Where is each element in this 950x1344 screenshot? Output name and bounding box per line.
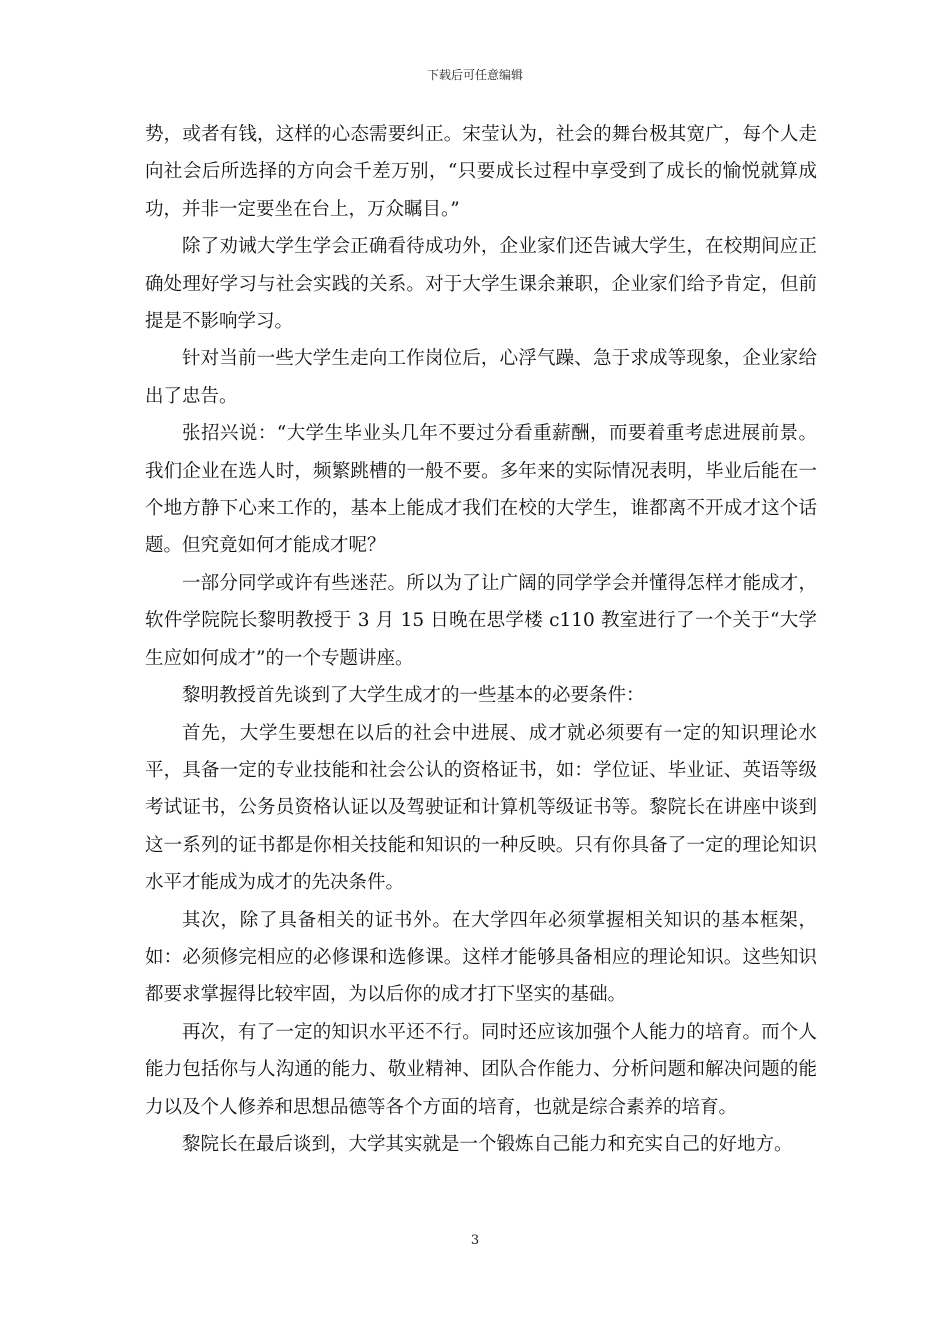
paragraph: 黎院长在最后谈到，大学其实就是一个锻炼自己能力和充实自己的好地方。: [182, 1133, 793, 1155]
paragraph: 势，或者有钱，这样的心态需要纠正。宋莹认为，社会的舞台极其宽广，每个人走向社会后所选择的方向会千差万别，“只要成长过程中享受到了成长的愉悦就算成功，并非一定要坐在台上，万众瞩目。”: [145, 124, 817, 220]
paragraph: 再次，有了一定的知识水平还不行。同时还应该加强个人能力的培育。而个人能力包括你与人沟通的能力、敬业精神、团队合作能力、分析问题和解决问题的能力以及个人修养和思想品德等各个方面的培育，也就是综合素养的培育。: [145, 1021, 817, 1118]
page-header: 下载后可任意编辑: [426, 68, 523, 82]
paragraph: 一部分同学或许有些迷茫。所以为了让广阔的同学学会并懂得怎样才能成才，软件学院院长黎明教授于 3 月 15 日晚在思学楼 c110 教室进行了一个关于“大学生应如何成才”的一个专题讲座。: [145, 572, 817, 669]
document-body: [145, 116, 817, 1163]
page-number: 3: [470, 1233, 480, 1248]
paragraph: 针对当前一些大学生走向工作岗位后，心浮气躁、急于求成等现象，企业家给出了忠告。: [145, 348, 817, 407]
paragraph: 除了劝诫大学生学会正确看待成功外，企业家们还告诫大学生，在校期间应正确处理好学习与社会实践的关系。对于大学生课余兼职，企业家们给予肯定，但前提是不影响学习。: [145, 236, 817, 333]
paragraph: 其次，除了具备相关的证书外。在大学四年必须掌握相关知识的基本框架，如：必须修完相应的必修课和选修课。这样才能够具备相应的理论知识。这些知识都要求掌握得比较牢固，为以后你的成才打下坚实的基础。: [145, 909, 817, 1006]
paragraph: 首先，大学生要想在以后的社会中进展、成才就必须要有一定的知识理论水平，具备一定的专业技能和社会公认的资格证书，如：学位证、毕业证、英语等级考试证书，公务员资格认证以及驾驶证和计算机等级证书等。黎院长在讲座中谈到这一系列的证书都是你相关技能和知识的一种反映。只有你具备了一定的理论知识水平才能成为成才的先决条件。: [145, 722, 817, 894]
paragraph: 张招兴说：“大学生毕业头几年不要过分看重薪酬，而要着重考虑进展前景。我们企业在选人时，频繁跳槽的一般不要。多年来的实际情况表明，毕业后能在一个地方静下心来工作的，基本上能成才我们在校的大学生，谁都离不开成才这个话题。但究竟如何才能成才呢？: [145, 423, 817, 557]
paragraph: 黎明教授首先谈到了大学生成才的一些基本的必要条件：: [182, 685, 645, 707]
